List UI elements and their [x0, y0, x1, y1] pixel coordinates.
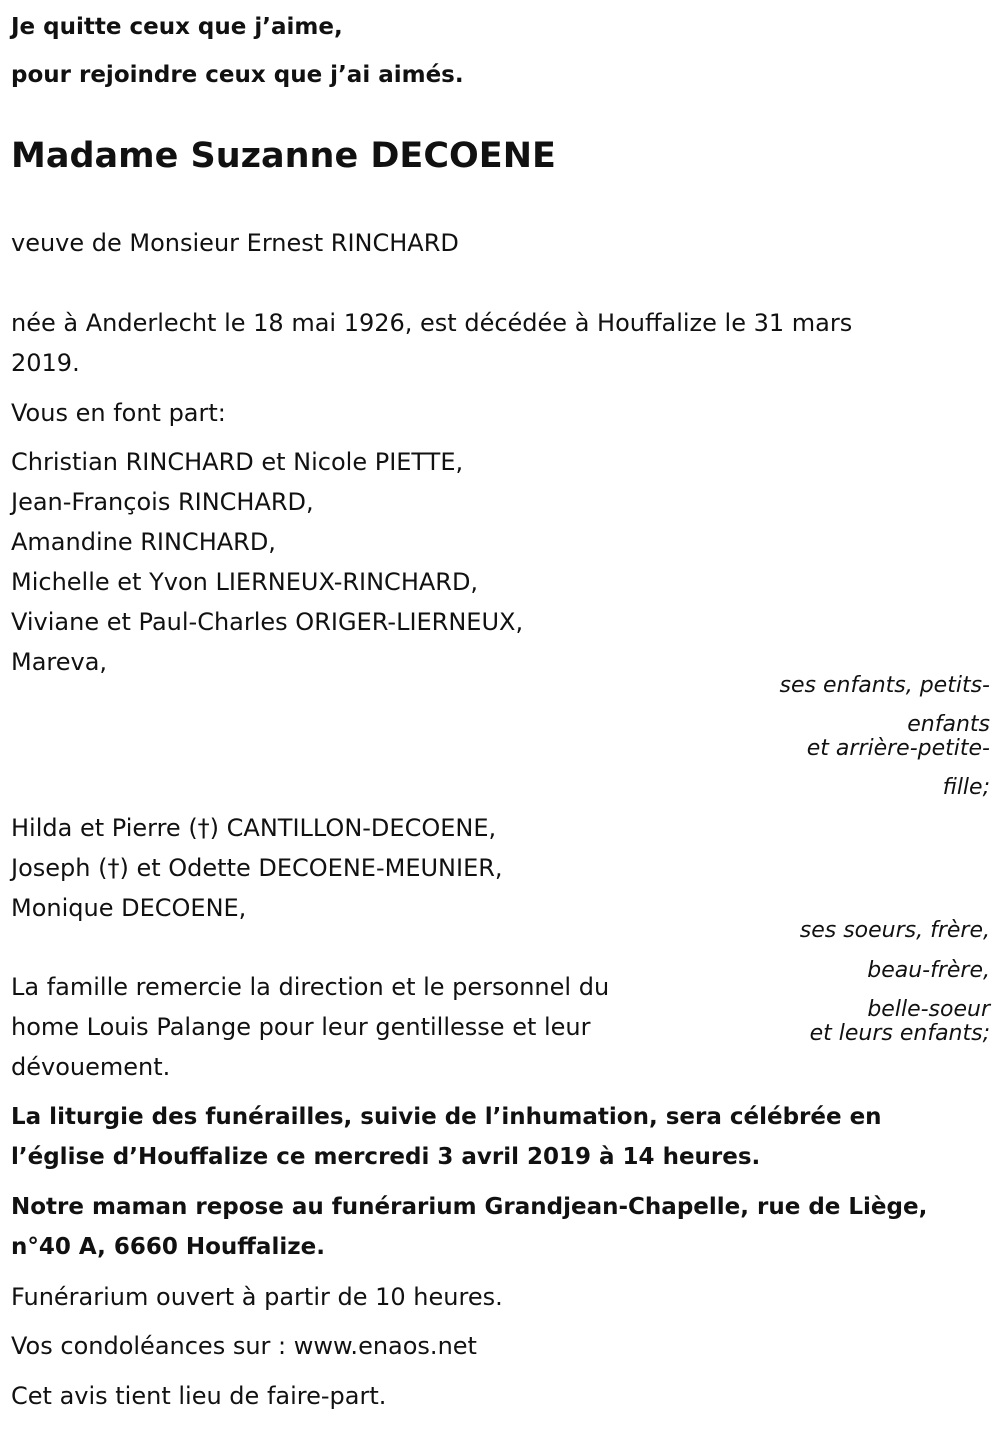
relation-line: ses enfants, petits-: [779, 673, 990, 698]
relation-line: belle-soeur: [867, 997, 990, 1022]
text-line: l’église d’Houffalize ce mercredi 3 avril 2019 à 14 heures.: [11, 1144, 761, 1170]
announce-line: Vous en font part:: [11, 399, 226, 427]
text-line: 2019.: [11, 349, 80, 377]
widow-line: veuve de Monsieur Ernest RINCHARD: [11, 229, 459, 257]
relation-line: enfants: [907, 712, 990, 737]
epigraph-line: Je quitte ceux que j’aime,: [11, 14, 343, 40]
family-member: Michelle et Yvon LIERNEUX-RINCHARD,: [11, 568, 479, 596]
relation-line: et arrière-petite-: [806, 736, 990, 761]
family-member: Jean-François RINCHARD,: [11, 488, 314, 516]
family-member: Joseph (†) et Odette DECOENE-MEUNIER,: [11, 854, 503, 882]
relation-line: beau-frère,: [867, 958, 990, 983]
text-line: dévouement.: [11, 1053, 171, 1081]
family-member: Amandine RINCHARD,: [11, 528, 276, 556]
deceased-name: Madame Suzanne DECOENE: [11, 136, 556, 176]
relation-line: et leurs enfants;: [809, 1021, 990, 1046]
family-member: Hilda et Pierre (†) CANTILLON-DECOENE,: [11, 814, 497, 842]
text-line: home Louis Palange pour leur gentillesse et leur: [11, 1013, 591, 1041]
relation-line: fille;: [942, 775, 990, 800]
text-line: Notre maman repose au funérarium Grandjean-Chapelle, rue de Liège,: [11, 1194, 928, 1220]
epigraph-line: pour rejoindre ceux que j’ai aimés.: [11, 62, 464, 88]
text-line: La liturgie des funérailles, suivie de l’inhumation, sera célébrée en: [11, 1104, 882, 1130]
family-member: Monique DECOENE,: [11, 894, 247, 922]
hours-line: Funérarium ouvert à partir de 10 heures.: [11, 1283, 503, 1311]
family-member: Viviane et Paul-Charles ORIGER-LIERNEUX,: [11, 608, 524, 636]
family-member: Christian RINCHARD et Nicole PIETTE,: [11, 448, 464, 476]
text-line: La famille remercie la direction et le personnel du: [11, 973, 610, 1001]
text-line: n°40 A, 6660 Houffalize.: [11, 1234, 325, 1260]
text-line: née à Anderlecht le 18 mai 1926, est décédée à Houffalize le 31 mars: [11, 309, 853, 337]
family-member: Mareva,: [11, 648, 108, 676]
condolences-line: Vos condoléances sur : www.enaos.net: [11, 1332, 477, 1360]
notice-line: Cet avis tient lieu de faire-part.: [11, 1382, 387, 1410]
relation-line: ses soeurs, frère,: [799, 918, 990, 943]
